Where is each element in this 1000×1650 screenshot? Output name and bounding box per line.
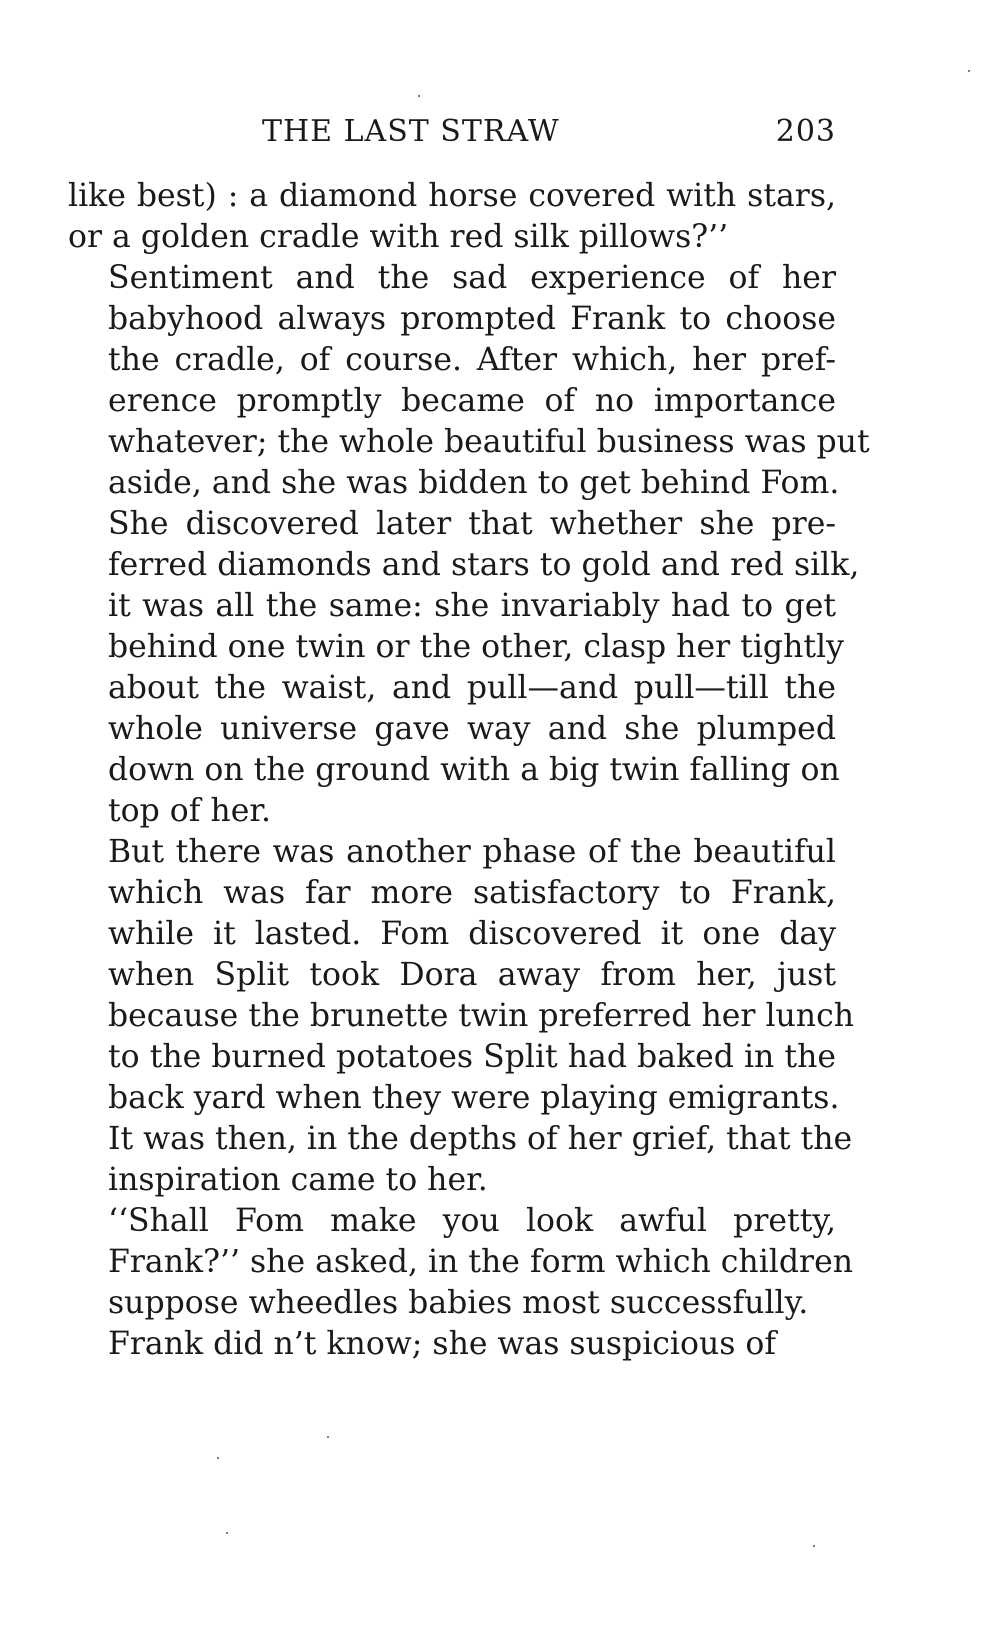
text-line: back yard when they were playing emigrants.: [108, 1080, 840, 1116]
text-line: when Split took Dora away from her, just: [108, 957, 836, 993]
text-line: whatever; the whole beautiful business was put: [108, 424, 870, 460]
text-line: to the burned potatoes Split had baked in the: [108, 1039, 836, 1075]
text-line: like best) : a diamond horse covered with stars,: [68, 178, 836, 214]
scan-speck: [226, 1532, 228, 1534]
text-line: about the waist, and pull—and pull—till the: [108, 670, 836, 706]
scan-speck: [217, 1457, 219, 1459]
paragraph: [68, 1201, 854, 1324]
text-line: She discovered later that whether she pre-: [108, 506, 836, 542]
text-line: ferred diamonds and stars to gold and red silk,: [108, 547, 860, 583]
text-line: it was all the same: she invariably had to get: [108, 588, 836, 624]
page-header: [66, 108, 836, 158]
text-line: ‘‘Shall Fom make you look awful pretty,: [108, 1203, 836, 1239]
text-line: Sentiment and the sad experience of her: [108, 260, 836, 296]
running-title: THE LAST STRAW: [262, 114, 560, 149]
scan-speck: [968, 70, 970, 72]
text-line: whole universe gave way and she plumped: [108, 711, 836, 747]
text-line: because the brunette twin preferred her lunch: [108, 998, 855, 1034]
paragraph: [68, 832, 855, 1201]
text-line: erence promptly became of no importance: [108, 383, 836, 419]
paragraph: [68, 176, 836, 258]
text-line: the cradle, of course. After which, her pref-: [108, 342, 836, 378]
body-text: [68, 176, 870, 1365]
scan-speck: [418, 95, 420, 97]
text-line: aside, and she was bidden to get behind Fom.: [108, 465, 840, 501]
text-line: Frank did n’t know; she was suspicious of: [108, 1326, 777, 1362]
text-line: babyhood always prompted Frank to choose: [108, 301, 836, 337]
paragraph: [68, 258, 870, 832]
page-number: 203: [775, 114, 836, 149]
text-line: But there was another phase of the beautiful: [108, 834, 836, 870]
text-line: top of her.: [108, 793, 271, 829]
text-line: It was then, in the depths of her grief, that the: [108, 1121, 853, 1157]
text-line: which was far more satisfactory to Frank,: [108, 875, 836, 911]
scan-speck: [327, 1436, 329, 1438]
text-line: while it lasted. Fom discovered it one day: [108, 916, 836, 952]
text-line: or a golden cradle with red silk pillows?’’: [68, 219, 729, 255]
text-line: behind one twin or the other, clasp her tightly: [108, 629, 844, 665]
paragraph: [68, 1324, 836, 1365]
scan-speck: [813, 1545, 815, 1547]
text-line: down on the ground with a big twin falling on: [108, 752, 840, 788]
text-line: Frank?’’ she asked, in the form which children: [108, 1244, 854, 1280]
text-line: suppose wheedles babies most successfully.: [108, 1285, 809, 1321]
text-line: inspiration came to her.: [108, 1162, 488, 1198]
